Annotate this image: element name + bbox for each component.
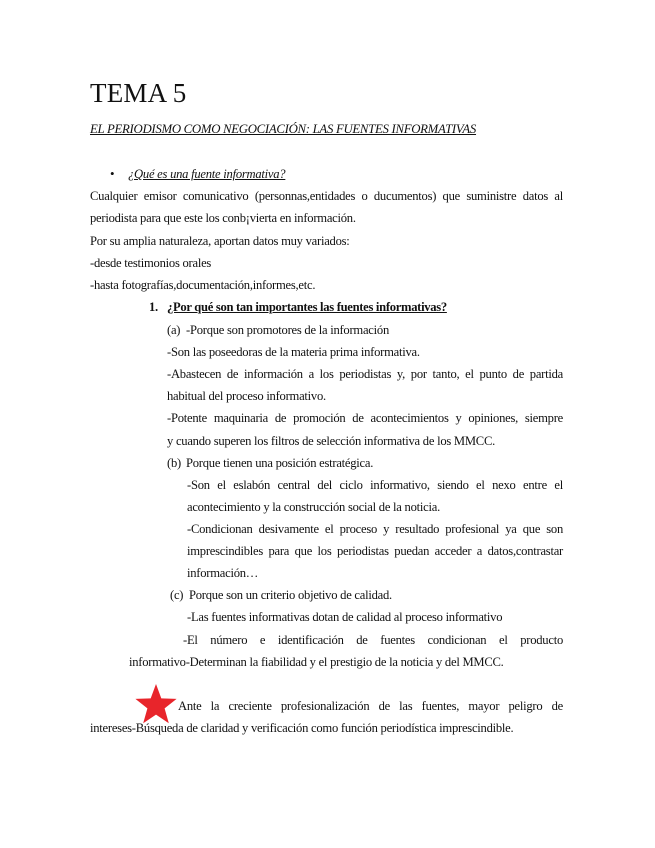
item-b-line: acontecimiento y la construcción social de la noticia. [187,500,440,514]
item-b-marker: (b) [167,456,181,470]
bullet-question: ¿Qué es una fuente informativa? [128,167,286,181]
item-b-line: imprescindibles para que los periodistas puedan acceder a datos,contrastar [187,544,563,558]
item-c-line: -El número e identificación de fuentes condicionan el producto [183,633,563,647]
page-subtitle: EL PERIODISMO COMO NEGOCIACIÓN: LAS FUENTES INFORMATIVAS [90,122,477,136]
item-a-line: -Son las poseedoras de la materia prima informativa. [167,345,420,359]
item-a-line: -Potente maquinaria de promoción de acontecimientos y opiniones, siempre [167,411,563,425]
intro-line: periodista para que este los conb¡vierta en información. [90,211,356,225]
item-c-line: -Las fuentes informativas dotan de calidad al proceso informativo [187,610,503,624]
item-a-line: habitual del proceso informativo. [167,389,326,403]
item-c-heading: Porque son un criterio objetivo de calidad. [189,588,392,602]
item-c-marker: (c) [170,588,184,602]
item-a-line: -Porque son promotores de la información [186,323,389,337]
red-star-icon [134,683,178,725]
intro-line: Cualquier emisor comunicativo (personnas,entidades o ducumentos) que suministre datos al [90,189,563,203]
intro-line: -hasta fotografías,documentación,informes,etc. [90,278,316,292]
item-b-line: -Condicionan desivamente el proceso y resultado profesional ya que son [187,522,563,536]
item-a-line: y cuando superen los filtros de selección informativa de los MMCC. [167,434,496,448]
closing-line: intereses-Búsqueda de claridad y verificación como función periodística imprescindible. [90,721,514,735]
item-b-line: -Son el eslabón central del ciclo informativo, siendo el nexo entre el [187,478,563,492]
section-number: 1. [149,300,158,314]
item-b-heading: Porque tienen una posición estratégica. [186,456,374,470]
bullet-marker: • [110,166,115,181]
item-a-line: -Abastecen de información a los periodistas y, por tanto, el punto de partida [167,367,563,381]
item-c-line: informativo-Determinan la fiabilidad y el prestigio de la noticia y del MMCC. [129,655,504,669]
section-heading: ¿Por qué son tan importantes las fuentes informativas? [167,300,447,314]
closing-line: Ante la creciente profesionalización de las fuentes, mayor peligro de [178,699,563,713]
item-b-line: información… [187,566,259,580]
intro-line: Por su amplia naturaleza, aportan datos muy variados: [90,234,350,248]
item-a-marker: (a) [167,323,181,337]
page-title: TEMA 5 [90,78,187,108]
intro-line: -desde testimonios orales [90,256,212,270]
